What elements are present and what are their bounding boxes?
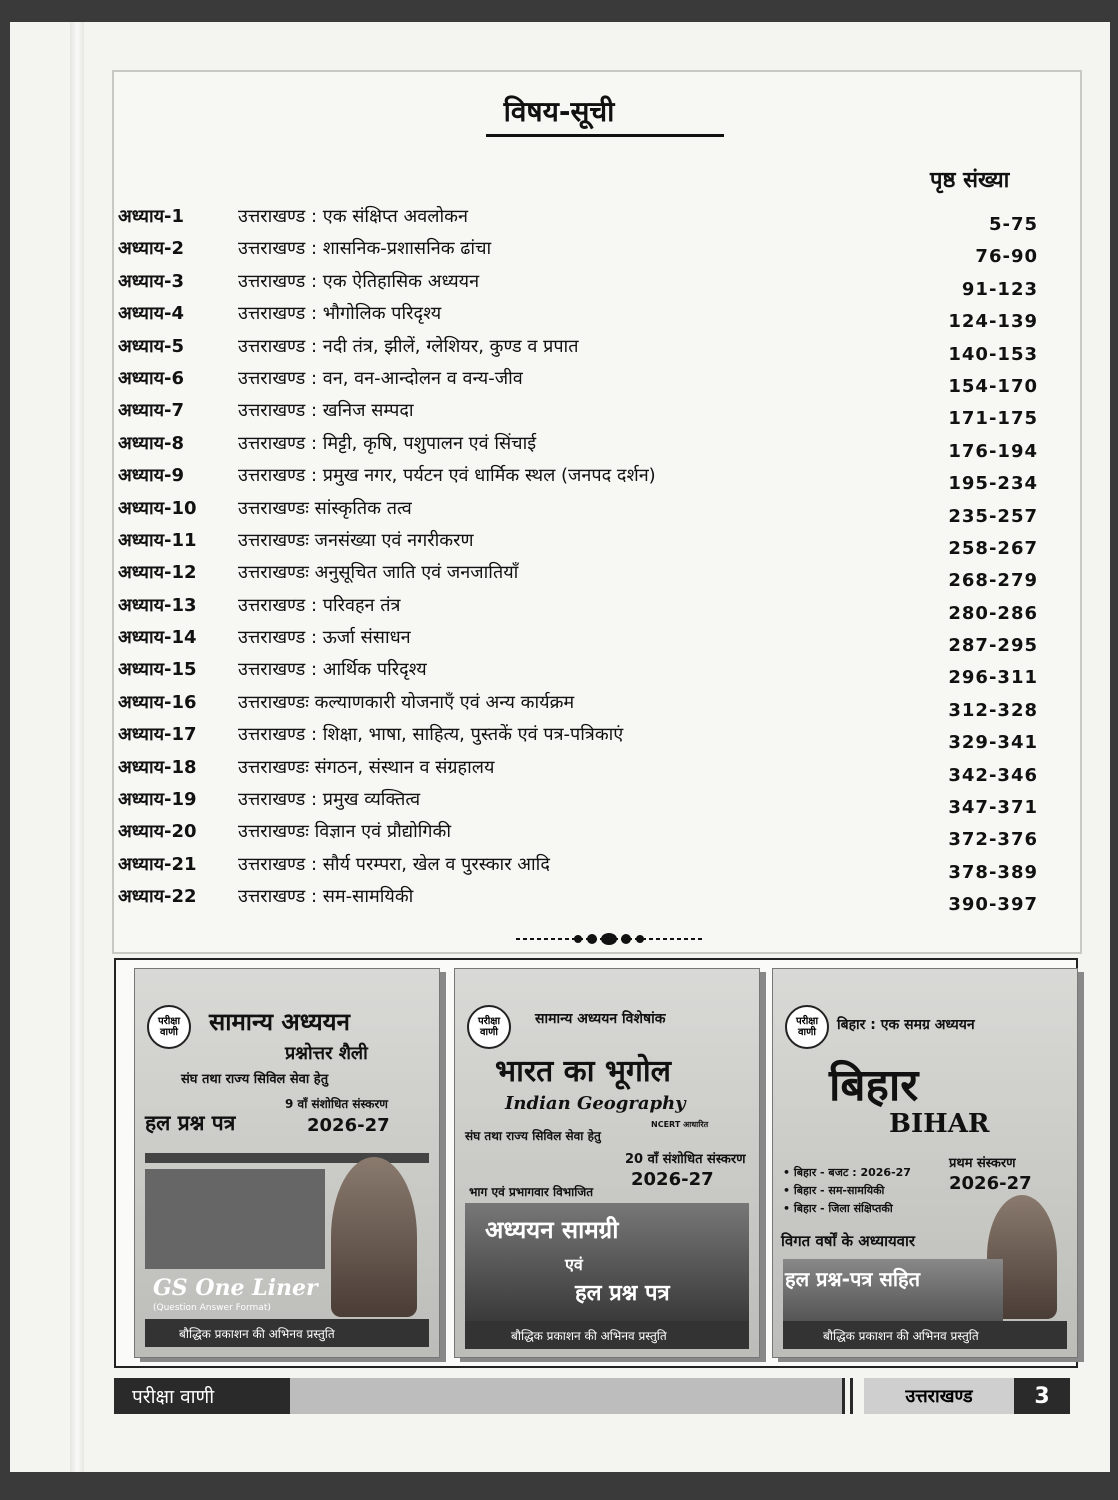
page-range: 378-389 bbox=[948, 861, 1038, 883]
table-of-contents bbox=[118, 202, 1038, 915]
book-paper-label: हल प्रश्न पत्र bbox=[575, 1281, 670, 1306]
toc-row[interactable] bbox=[118, 396, 1038, 428]
toc-row[interactable] bbox=[118, 785, 1038, 817]
book-year: 2026-27 bbox=[631, 1169, 714, 1190]
chapter-number: अध्याय-14 bbox=[118, 627, 197, 649]
book-kicker: बिहार : एक समग्र अध्ययन bbox=[837, 1017, 975, 1033]
brand-badge: परीक्षा वाणी bbox=[147, 1005, 191, 1049]
chapter-topic: उत्तराखण्ड : प्रमुख व्यक्तित्व bbox=[238, 789, 421, 811]
page-range: 287-295 bbox=[948, 635, 1038, 657]
page-range: 195-234 bbox=[948, 473, 1038, 495]
chapter-number: अध्याय-6 bbox=[118, 367, 185, 389]
book-purpose: संघ तथा राज्य सिविल सेवा हेतु bbox=[465, 1129, 601, 1143]
page-range: 76-90 bbox=[975, 246, 1038, 268]
toc-row[interactable] bbox=[118, 202, 1038, 234]
page-range: 347-371 bbox=[948, 797, 1038, 819]
page-range: 280-286 bbox=[948, 602, 1038, 624]
chapter-topic: उत्तराखण्डः जनसंख्या एवं नगरीकरण bbox=[238, 529, 474, 551]
toc-row[interactable] bbox=[118, 655, 1038, 687]
title-underline bbox=[486, 134, 724, 137]
toc-row[interactable] bbox=[118, 494, 1038, 526]
page-range: 372-376 bbox=[948, 829, 1038, 851]
toc-row[interactable] bbox=[118, 623, 1038, 655]
chapter-number: अध्याय-4 bbox=[118, 303, 185, 325]
chapter-topic: उत्तराखण्ड : सम-सामयिकी bbox=[238, 886, 414, 908]
chapter-number: अध्याय-15 bbox=[118, 659, 197, 681]
toc-row[interactable] bbox=[118, 332, 1038, 364]
chapter-topic: उत्तराखण्डः अनुसूचित जाति एवं जनजातियाँ bbox=[238, 562, 519, 584]
page-range: 258-267 bbox=[948, 537, 1038, 559]
series-title: GS One Liner bbox=[153, 1275, 318, 1301]
chapter-topic: उत्तराखण्ड : वन, वन-आन्दोलन व वन्य-जीव bbox=[238, 367, 523, 389]
footer-separator bbox=[842, 1378, 845, 1414]
chapter-number: अध्याय-8 bbox=[118, 432, 185, 454]
footer-separator bbox=[850, 1378, 853, 1414]
cover-line-2: हल प्रश्न-पत्र सहित bbox=[785, 1267, 921, 1291]
chapter-number: अध्याय-17 bbox=[118, 724, 197, 746]
chapter-topic: उत्तराखण्डः विज्ञान एवं प्रौद्योगिकी bbox=[238, 821, 452, 843]
chapter-number: अध्याय-10 bbox=[118, 497, 197, 519]
toc-row[interactable] bbox=[118, 817, 1038, 849]
chapter-number: अध्याय-20 bbox=[118, 821, 197, 843]
book-subtitle: प्रश्नोत्तर शैली bbox=[285, 1043, 368, 1064]
publisher-line: बौद्धिक प्रकाशन की अभिनव प्रस्तुति bbox=[179, 1327, 335, 1341]
chapter-number: अध्याय-18 bbox=[118, 756, 197, 778]
book-title: सामान्य अध्ययन bbox=[209, 1008, 350, 1036]
publisher-line: बौद्धिक प्रकाशन की अभिनव प्रस्तुति bbox=[823, 1329, 979, 1343]
chapter-number: अध्याय-11 bbox=[118, 529, 197, 551]
chapter-topic: उत्तराखण्ड : प्रमुख नगर, पर्यटन एवं धार्मिक स्थल (जनपद दर्शन) bbox=[238, 465, 656, 487]
chapter-number: अध्याय-12 bbox=[118, 562, 197, 584]
toc-row[interactable] bbox=[118, 753, 1038, 785]
chapter-topic: उत्तराखण्ड : ऊर्जा संसाधन bbox=[238, 627, 411, 649]
chapter-number: अध्याय-9 bbox=[118, 465, 185, 487]
book-year: 2026-27 bbox=[949, 1173, 1032, 1194]
page-range: 296-311 bbox=[948, 667, 1038, 689]
toc-row[interactable] bbox=[118, 234, 1038, 266]
chapter-number: अध्याय-16 bbox=[118, 691, 197, 713]
page-number-column-header: पृष्ठ संख्या bbox=[930, 168, 1010, 193]
chapter-topic: उत्तराखण्ड : खनिज सम्पदा bbox=[238, 400, 414, 422]
book-cover-bihar[interactable] bbox=[772, 968, 1078, 1358]
page-range: 171-175 bbox=[948, 408, 1038, 430]
page-range: 91-123 bbox=[961, 278, 1038, 300]
brand-badge: परीक्षा वाणी bbox=[785, 1005, 829, 1049]
page-range: 312-328 bbox=[948, 699, 1038, 721]
page-range: 176-194 bbox=[948, 440, 1038, 462]
toc-row[interactable] bbox=[118, 364, 1038, 396]
page-range: 390-397 bbox=[948, 894, 1038, 916]
page-range: 329-341 bbox=[948, 732, 1038, 754]
book-edition: प्रथम संस्करण bbox=[949, 1156, 1016, 1171]
book-paper-label: हल प्रश्न पत्र bbox=[145, 1111, 236, 1135]
toc-row[interactable] bbox=[118, 299, 1038, 331]
chapter-number: अध्याय-13 bbox=[118, 594, 197, 616]
series-subtitle: (Question Answer Format) bbox=[153, 1303, 271, 1313]
page-range: 154-170 bbox=[948, 375, 1038, 397]
chapter-topic: उत्तराखण्ड : शिक्षा, भाषा, साहित्य, पुस्तकें एवं पत्र-पत्रिकाएं bbox=[238, 724, 624, 746]
book-cover-gs[interactable] bbox=[134, 968, 440, 1358]
chapter-number: अध्याय-7 bbox=[118, 400, 185, 422]
chapter-topic: उत्तराखण्ड : शासनिक-प्रशासनिक ढांचा bbox=[238, 238, 492, 260]
book-tag: NCERT आधारित bbox=[651, 1120, 709, 1129]
chapter-number: अध्याय-5 bbox=[118, 335, 185, 357]
bullet-1: • बिहार - बजट : 2026-27 bbox=[783, 1166, 911, 1179]
book-spine bbox=[70, 22, 84, 1472]
page-range: 140-153 bbox=[948, 343, 1038, 365]
toc-row[interactable] bbox=[118, 882, 1038, 914]
book-ads-panel bbox=[114, 958, 1078, 1368]
chapter-number: अध्याय-1 bbox=[118, 206, 185, 227]
book-split-note: भाग एवं प्रभागवार विभाजित bbox=[469, 1185, 594, 1199]
page-range: 342-346 bbox=[948, 764, 1038, 786]
publisher-line: बौद्धिक प्रकाशन की अभिनव प्रस्तुति bbox=[511, 1329, 667, 1343]
book-cover-geography[interactable] bbox=[454, 968, 760, 1358]
chapter-topic: उत्तराखण्डः कल्याणकारी योजनाएँ एवं अन्य कार्यक्रम bbox=[238, 691, 575, 713]
page-number: 3 bbox=[1014, 1378, 1070, 1414]
page-range: 268-279 bbox=[948, 570, 1038, 592]
book-title: भारत का भूगोल bbox=[495, 1054, 672, 1089]
chapter-number: अध्याय-21 bbox=[118, 853, 197, 875]
cover-model-photo bbox=[331, 1157, 417, 1317]
chapter-topic: उत्तराखण्ड : आर्थिक परिदृश्य bbox=[238, 659, 427, 681]
book-purpose: संघ तथा राज्य सिविल सेवा हेतु bbox=[181, 1072, 329, 1087]
toc-row[interactable] bbox=[118, 461, 1038, 493]
toc-row[interactable] bbox=[118, 720, 1038, 752]
book-edition: 20 वाँ संशोधित संस्करण bbox=[625, 1152, 746, 1167]
toc-row[interactable] bbox=[118, 591, 1038, 623]
page-range: 5-75 bbox=[988, 214, 1038, 235]
toc-row[interactable] bbox=[118, 429, 1038, 461]
book-edition: 9 वाँ संशोधित संस्करण bbox=[285, 1097, 388, 1111]
page-range: 235-257 bbox=[948, 505, 1038, 527]
book-title-english: Indian Geography bbox=[505, 1093, 686, 1114]
chapter-topic: उत्तराखण्डः संगठन, संस्थान व संग्रहालय bbox=[238, 756, 495, 778]
footer-brand: परीक्षा वाणी bbox=[114, 1378, 290, 1414]
brand-badge: परीक्षा वाणी bbox=[467, 1005, 511, 1049]
book-title-english: BIHAR bbox=[889, 1109, 990, 1139]
toc-row[interactable] bbox=[118, 688, 1038, 720]
and-label: एवं bbox=[565, 1255, 583, 1274]
chapter-number: अध्याय-3 bbox=[118, 270, 185, 292]
page-title: विषय-सूची bbox=[503, 95, 615, 128]
cover-line-1: विगत वर्षों के अध्यायवार bbox=[781, 1232, 916, 1250]
chapter-topic: उत्तराखण्ड : सौर्य परम्परा, खेल व पुरस्कार आदि bbox=[238, 853, 550, 875]
toc-row[interactable] bbox=[118, 526, 1038, 558]
ornamental-divider bbox=[516, 932, 702, 946]
chapter-topic: उत्तराखण्ड : मिट्टी, कृषि, पशुपालन एवं सिंचाई bbox=[238, 432, 537, 454]
footer-section: उत्तराखण्ड bbox=[864, 1378, 1014, 1414]
bullet-3: • बिहार - जिला संक्षिप्तकी bbox=[783, 1202, 893, 1215]
chapter-topic: उत्तराखण्डः सांस्कृतिक तत्व bbox=[238, 497, 412, 519]
bullet-2: • बिहार - सम-सामयिकी bbox=[783, 1184, 885, 1197]
chapter-number: अध्याय-19 bbox=[118, 789, 197, 811]
chapter-topic: उत्तराखण्ड : एक संक्षिप्त अवलोकन bbox=[238, 206, 468, 227]
toc-row[interactable] bbox=[118, 558, 1038, 590]
chapter-topic: उत्तराखण्ड : नदी तंत्र, झीलें, ग्लेशियर, कुण्ड व प्रपात bbox=[238, 335, 579, 357]
chapter-number: अध्याय-2 bbox=[118, 238, 185, 260]
chapter-topic: उत्तराखण्ड : एक ऐतिहासिक अध्ययन bbox=[238, 270, 480, 292]
cover-notes-panel bbox=[145, 1169, 325, 1269]
chapter-topic: उत्तराखण्ड : परिवहन तंत्र bbox=[238, 594, 401, 616]
toc-row[interactable] bbox=[118, 267, 1038, 299]
book-kicker: सामान्य अध्ययन विशेषांक bbox=[535, 1011, 666, 1027]
toc-row[interactable] bbox=[118, 850, 1038, 882]
chapter-number: अध्याय-22 bbox=[118, 886, 197, 908]
page-range: 124-139 bbox=[948, 311, 1038, 333]
material-label: अध्ययन सामग्री bbox=[485, 1216, 619, 1244]
chapter-topic: उत्तराखण्ड : भौगोलिक परिदृश्य bbox=[238, 303, 442, 325]
book-year: 2026-27 bbox=[307, 1115, 390, 1136]
book-title: बिहार bbox=[829, 1060, 919, 1111]
footer-bar bbox=[290, 1378, 842, 1414]
